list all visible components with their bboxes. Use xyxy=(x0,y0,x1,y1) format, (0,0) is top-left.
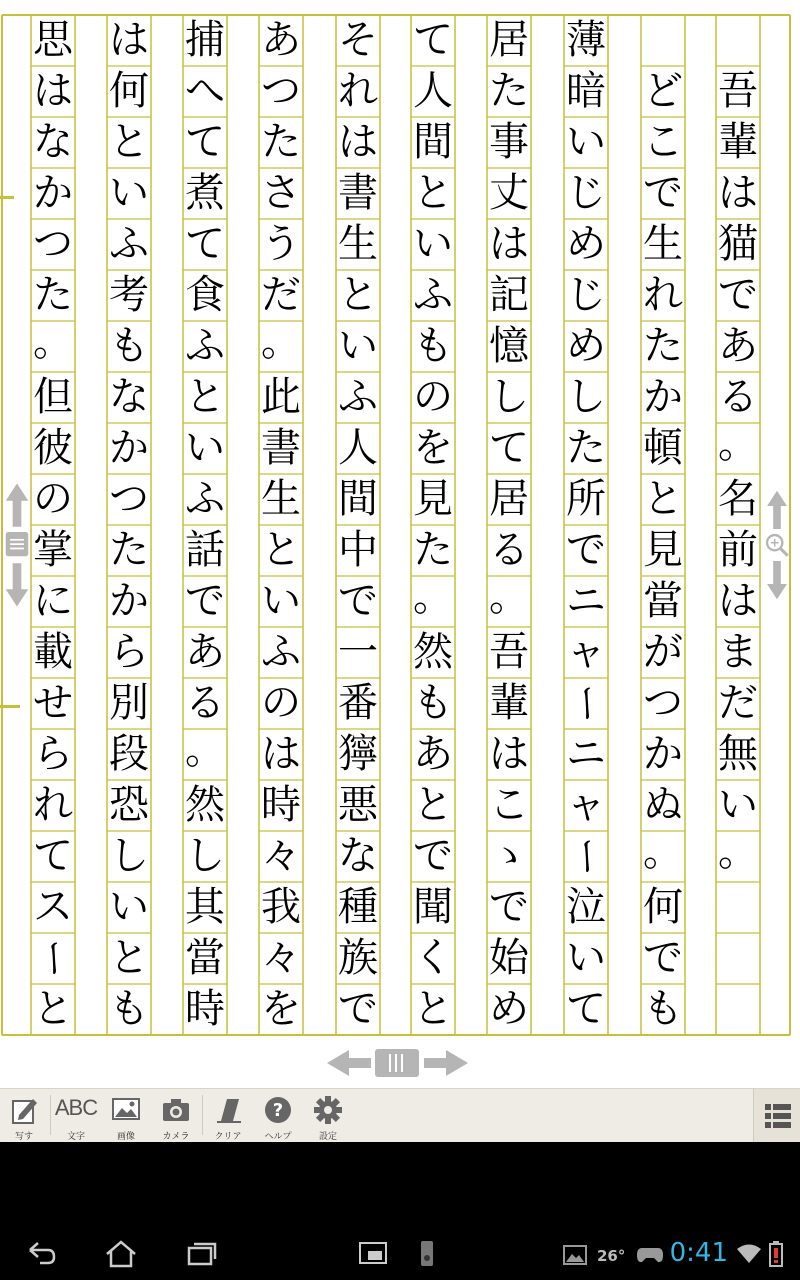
manuscript-char: で xyxy=(413,833,453,879)
temperature-indicator: 26° xyxy=(597,1247,626,1265)
manuscript-char: の xyxy=(413,374,453,420)
battery-low-icon xyxy=(768,1240,784,1268)
manuscript-char: く xyxy=(413,935,453,981)
manuscript-char: い xyxy=(338,323,378,369)
manuscript-char: と xyxy=(413,170,453,216)
manuscript-char: れ xyxy=(33,782,73,828)
phone-notification-icon xyxy=(418,1240,436,1268)
manuscript-char: い xyxy=(566,935,606,981)
gear-icon xyxy=(313,1095,343,1125)
manuscript-char: い xyxy=(261,578,301,624)
settings-label: 設定 xyxy=(318,1132,337,1142)
manuscript-char: 泣 xyxy=(566,884,606,930)
manuscript-char: め xyxy=(566,323,606,369)
manuscript-char: て xyxy=(33,833,73,879)
manuscript-char: 間 xyxy=(338,476,378,522)
manuscript-char: 々 xyxy=(261,935,301,981)
manuscript-char: 中 xyxy=(338,527,378,573)
manuscript-char: が xyxy=(643,629,683,675)
manuscript-char: か xyxy=(33,170,73,216)
manuscript-char: し xyxy=(566,374,606,420)
manuscript-char: あ xyxy=(718,323,758,369)
manuscript-char: 生 xyxy=(261,476,301,522)
manuscript-char: 煮 xyxy=(185,170,225,216)
manuscript-char: ふ xyxy=(261,629,301,675)
manuscript-char: 見 xyxy=(413,476,453,522)
manuscript-char: 々 xyxy=(261,833,301,879)
manuscript-char: ら xyxy=(33,731,73,777)
manuscript-char: た xyxy=(643,323,683,369)
manuscript-char: ー xyxy=(563,683,610,724)
manuscript-char: 恐 xyxy=(109,782,149,828)
manuscript-char: 書 xyxy=(338,170,378,216)
manuscript-char: ス xyxy=(33,884,73,930)
manuscript-char: だ xyxy=(718,680,758,726)
manuscript-char: 暗 xyxy=(566,68,606,114)
scroll-vertical-left-icon[interactable] xyxy=(4,472,30,618)
gamepad-icon xyxy=(636,1246,664,1264)
manuscript-char: 種 xyxy=(338,884,378,930)
manuscript-char: た xyxy=(33,272,73,318)
manuscript-char: 別 xyxy=(109,680,149,726)
copy-write-icon xyxy=(9,1095,39,1125)
manuscript-char: 人 xyxy=(338,425,378,471)
manuscript-char: つ xyxy=(33,221,73,267)
manuscript-char: 。 xyxy=(718,421,758,467)
manuscript-char: 見 xyxy=(643,527,683,573)
copy-label: 写す xyxy=(14,1132,33,1142)
manuscript-char: い xyxy=(185,425,225,471)
empty-area xyxy=(0,1142,800,1228)
manuscript-char: し xyxy=(489,374,529,420)
manuscript-char: 無 xyxy=(718,731,758,777)
manuscript-char: も xyxy=(109,323,149,369)
manuscript-char: か xyxy=(109,425,149,471)
manuscript-char: だ xyxy=(261,272,301,318)
manuscript-char: 事 xyxy=(489,119,529,165)
manuscript-char: と xyxy=(185,374,225,420)
manuscript-char: せ xyxy=(33,680,73,726)
manuscript-char: つ xyxy=(261,68,301,114)
manuscript-char: る xyxy=(489,527,529,573)
manuscript-char: ふ xyxy=(338,374,378,420)
system-nav-bar xyxy=(0,1228,800,1280)
manuscript-char: 生 xyxy=(643,221,683,267)
manuscript-char: る xyxy=(185,680,225,726)
manuscript-char: 輩 xyxy=(718,119,758,165)
manuscript-char: 但 xyxy=(33,374,73,420)
camera-button[interactable] xyxy=(154,1089,198,1143)
manuscript-char: 書 xyxy=(261,425,301,471)
text-label: 文字 xyxy=(66,1132,85,1142)
manuscript-char: 當 xyxy=(185,935,225,981)
image-label: 画像 xyxy=(116,1132,135,1142)
camera-label: カメラ xyxy=(162,1132,190,1142)
manuscript-char: 憶 xyxy=(489,323,529,369)
manuscript-char: 我 xyxy=(261,884,301,930)
manuscript-char: ニ xyxy=(566,578,606,624)
manuscript-char: は xyxy=(718,578,758,624)
status-clock: 0:41 xyxy=(669,1238,728,1268)
manuscript-char: か xyxy=(643,731,683,777)
manuscript-char: 然 xyxy=(185,782,225,828)
manuscript-char: 族 xyxy=(338,935,378,981)
manuscript-char: 記 xyxy=(489,272,529,318)
bottom-toolbar xyxy=(0,1088,800,1143)
manuscript-char: 何 xyxy=(643,884,683,930)
copy-button[interactable] xyxy=(2,1089,46,1143)
manuscript-char: で xyxy=(566,527,606,573)
toolbar-divider xyxy=(202,1095,203,1135)
manuscript-char: 其 xyxy=(185,884,225,930)
manuscript-char: た xyxy=(109,527,149,573)
manuscript-char: ら xyxy=(109,629,149,675)
manuscript-char: は xyxy=(489,221,529,267)
screen-mode-icon[interactable] xyxy=(358,1240,388,1266)
manuscript-char: も xyxy=(109,986,149,1032)
back-icon[interactable] xyxy=(26,1240,58,1266)
manuscript-char: 獰 xyxy=(338,731,378,777)
manuscript-char: れ xyxy=(643,272,683,318)
manuscript-char: ふ xyxy=(185,476,225,522)
manuscript-char: 何 xyxy=(109,68,149,114)
manuscript-char: 始 xyxy=(489,935,529,981)
manuscript-char: の xyxy=(261,680,301,726)
manuscript-char: と xyxy=(338,272,378,318)
manuscript-char: 一 xyxy=(338,629,378,675)
margin-mark-bottom xyxy=(0,705,20,708)
manuscript-char: と xyxy=(261,527,301,573)
manuscript-char: そ xyxy=(338,17,378,63)
wifi-icon xyxy=(736,1244,762,1264)
manuscript-char: た xyxy=(489,68,529,114)
margin-mark-top xyxy=(0,196,14,199)
manuscript-char: ど xyxy=(643,68,683,114)
manuscript-char: ま xyxy=(718,629,758,675)
manuscript-char: と xyxy=(413,782,453,828)
abc-text-icon: ABC xyxy=(54,1095,98,1120)
manuscript-char: ニ xyxy=(566,731,606,777)
settings-button[interactable] xyxy=(306,1089,350,1143)
manuscript-char: 。 xyxy=(413,574,453,620)
manuscript-char: 居 xyxy=(489,476,529,522)
manuscript-char: 思 xyxy=(33,17,73,63)
manuscript-char: 彼 xyxy=(33,425,73,471)
manuscript-char: 。 xyxy=(261,319,301,365)
manuscript-char: 段 xyxy=(109,731,149,777)
manuscript-char: じ xyxy=(566,170,606,216)
manuscript-char: は xyxy=(489,731,529,777)
manuscript-char: 頓 xyxy=(643,425,683,471)
manuscript-char: も xyxy=(413,323,453,369)
manuscript-char: で xyxy=(185,578,225,624)
manuscript-char: 薄 xyxy=(566,17,606,63)
manuscript-char: 輩 xyxy=(489,680,529,726)
manuscript-char: あ xyxy=(413,731,453,777)
image-button[interactable] xyxy=(104,1089,148,1143)
manuscript-char: 猫 xyxy=(718,221,758,267)
manuscript-char: 捕 xyxy=(185,17,225,63)
scroll-horizontal-icon[interactable] xyxy=(325,1046,470,1080)
manuscript-char: ャ xyxy=(566,782,606,828)
svg-text:?: ? xyxy=(272,1100,284,1121)
manuscript-char: 掌 xyxy=(33,527,73,573)
manuscript-char: は xyxy=(109,17,149,63)
help-label: ヘルプ xyxy=(264,1132,292,1142)
manuscript-char: 吾 xyxy=(718,68,758,114)
manuscript-char: て xyxy=(185,221,225,267)
manuscript-char: て xyxy=(413,17,453,63)
manuscript-char: あ xyxy=(261,17,301,63)
manuscript-char: 食 xyxy=(185,272,225,318)
manuscript-char: は xyxy=(261,731,301,777)
manuscript-char: い xyxy=(109,884,149,930)
manuscript-char: め xyxy=(489,986,529,1032)
manuscript-char: は xyxy=(718,170,758,216)
manuscript-char: ゝ xyxy=(489,833,529,879)
scroll-vertical-right-icon[interactable] xyxy=(764,472,790,618)
manuscript-char: 名 xyxy=(718,476,758,522)
manuscript-char: あ xyxy=(185,629,225,675)
manuscript-char: 。 xyxy=(33,319,73,365)
manuscript-char: た xyxy=(261,119,301,165)
manuscript-char: 然 xyxy=(413,629,453,675)
manuscript-char: し xyxy=(185,833,225,879)
manuscript-char: で xyxy=(489,884,529,930)
manuscript-char: し xyxy=(109,833,149,879)
manuscript-char: 吾 xyxy=(489,629,529,675)
manuscript-char: る xyxy=(718,374,758,420)
manuscript-char: め xyxy=(566,221,606,267)
manuscript-char: い xyxy=(566,119,606,165)
eraser-icon xyxy=(213,1095,243,1125)
manuscript-char: 。 xyxy=(185,727,225,773)
manuscript-char: と xyxy=(643,476,683,522)
manuscript-char: 。 xyxy=(718,829,758,875)
recent-apps-icon[interactable] xyxy=(186,1240,218,1268)
manuscript-char: で xyxy=(643,935,683,981)
manuscript-char: と xyxy=(109,935,149,981)
manuscript-char: れ xyxy=(338,68,378,114)
manuscript-char: 時 xyxy=(185,986,225,1032)
manuscript-char: つ xyxy=(643,680,683,726)
manuscript-char: ー xyxy=(30,938,77,979)
manuscript-char: 所 xyxy=(566,476,606,522)
manuscript-char: い xyxy=(413,221,453,267)
clear-label: クリア xyxy=(214,1132,242,1142)
manuscript-char: な xyxy=(109,374,149,420)
manuscript-char: ふ xyxy=(413,272,453,318)
manuscript-char: 當 xyxy=(643,578,683,624)
manuscript-char: 居 xyxy=(489,17,529,63)
manuscript-char: で xyxy=(643,170,683,216)
manuscript-char: は xyxy=(33,68,73,114)
manuscript-char: な xyxy=(338,833,378,879)
image-notification-icon xyxy=(563,1244,587,1266)
manuscript-char: て xyxy=(566,986,606,1032)
help-icon xyxy=(263,1095,293,1125)
manuscript-char: ー xyxy=(563,836,610,877)
manuscript-char: か xyxy=(643,374,683,420)
manuscript-char: ふ xyxy=(185,323,225,369)
manuscript-char: 丈 xyxy=(489,170,529,216)
manuscript-char: 載 xyxy=(33,629,73,675)
manuscript-char: 聞 xyxy=(413,884,453,930)
manuscript-char: か xyxy=(109,578,149,624)
manuscript-char: な xyxy=(33,119,73,165)
manuscript-char: 悪 xyxy=(338,782,378,828)
manuscript-char: う xyxy=(261,221,301,267)
menu-button[interactable] xyxy=(753,1089,800,1143)
manuscript-char: 。 xyxy=(643,829,683,875)
list-menu-icon xyxy=(763,1101,793,1131)
manuscript-char: ャ xyxy=(566,629,606,675)
manuscript-char: を xyxy=(261,986,301,1032)
manuscript-char: 話 xyxy=(185,527,225,573)
clear-button[interactable] xyxy=(206,1089,250,1143)
manuscript-char: と xyxy=(33,986,73,1032)
manuscript-char: で xyxy=(718,272,758,318)
manuscript-char: と xyxy=(413,986,453,1032)
manuscript-char: 考 xyxy=(109,272,149,318)
manuscript-char: も xyxy=(413,680,453,726)
manuscript-char: ふ xyxy=(109,221,149,267)
manuscript-char: で xyxy=(338,986,378,1032)
manuscript-char: と xyxy=(109,119,149,165)
text-button[interactable] xyxy=(54,1089,98,1143)
toolbar-divider xyxy=(50,1095,51,1135)
camera-icon xyxy=(161,1095,191,1125)
manuscript-char: で xyxy=(338,578,378,624)
manuscript-char: 。 xyxy=(489,574,529,620)
manuscript-char: も xyxy=(643,986,683,1032)
manuscript-char: 番 xyxy=(338,680,378,726)
manuscript-char: 時 xyxy=(261,782,301,828)
manuscript-char: ぬ xyxy=(643,782,683,828)
home-icon[interactable] xyxy=(104,1240,138,1268)
manuscript-char: つ xyxy=(109,476,149,522)
manuscript-char: 前 xyxy=(718,527,758,573)
manuscript-char: 生 xyxy=(338,221,378,267)
manuscript-char: じ xyxy=(566,272,606,318)
manuscript-char: は xyxy=(338,119,378,165)
help-button[interactable] xyxy=(256,1089,300,1143)
manuscript-char: に xyxy=(33,578,73,624)
manuscript-char: の xyxy=(33,476,73,522)
manuscript-char: へ xyxy=(185,68,225,114)
manuscript-char: 間 xyxy=(413,119,453,165)
manuscript-char: い xyxy=(109,170,149,216)
manuscript-char: を xyxy=(413,425,453,471)
manuscript-char: こ xyxy=(489,782,529,828)
manuscript-char: た xyxy=(566,425,606,471)
image-icon xyxy=(111,1095,141,1125)
manuscript-char: 此 xyxy=(261,374,301,420)
manuscript-char: て xyxy=(489,425,529,471)
manuscript-char: 人 xyxy=(413,68,453,114)
manuscript-char: て xyxy=(185,119,225,165)
manuscript-char: こ xyxy=(643,119,683,165)
manuscript-char: た xyxy=(413,527,453,573)
manuscript-char: い xyxy=(718,782,758,828)
manuscript-char: さ xyxy=(261,170,301,216)
